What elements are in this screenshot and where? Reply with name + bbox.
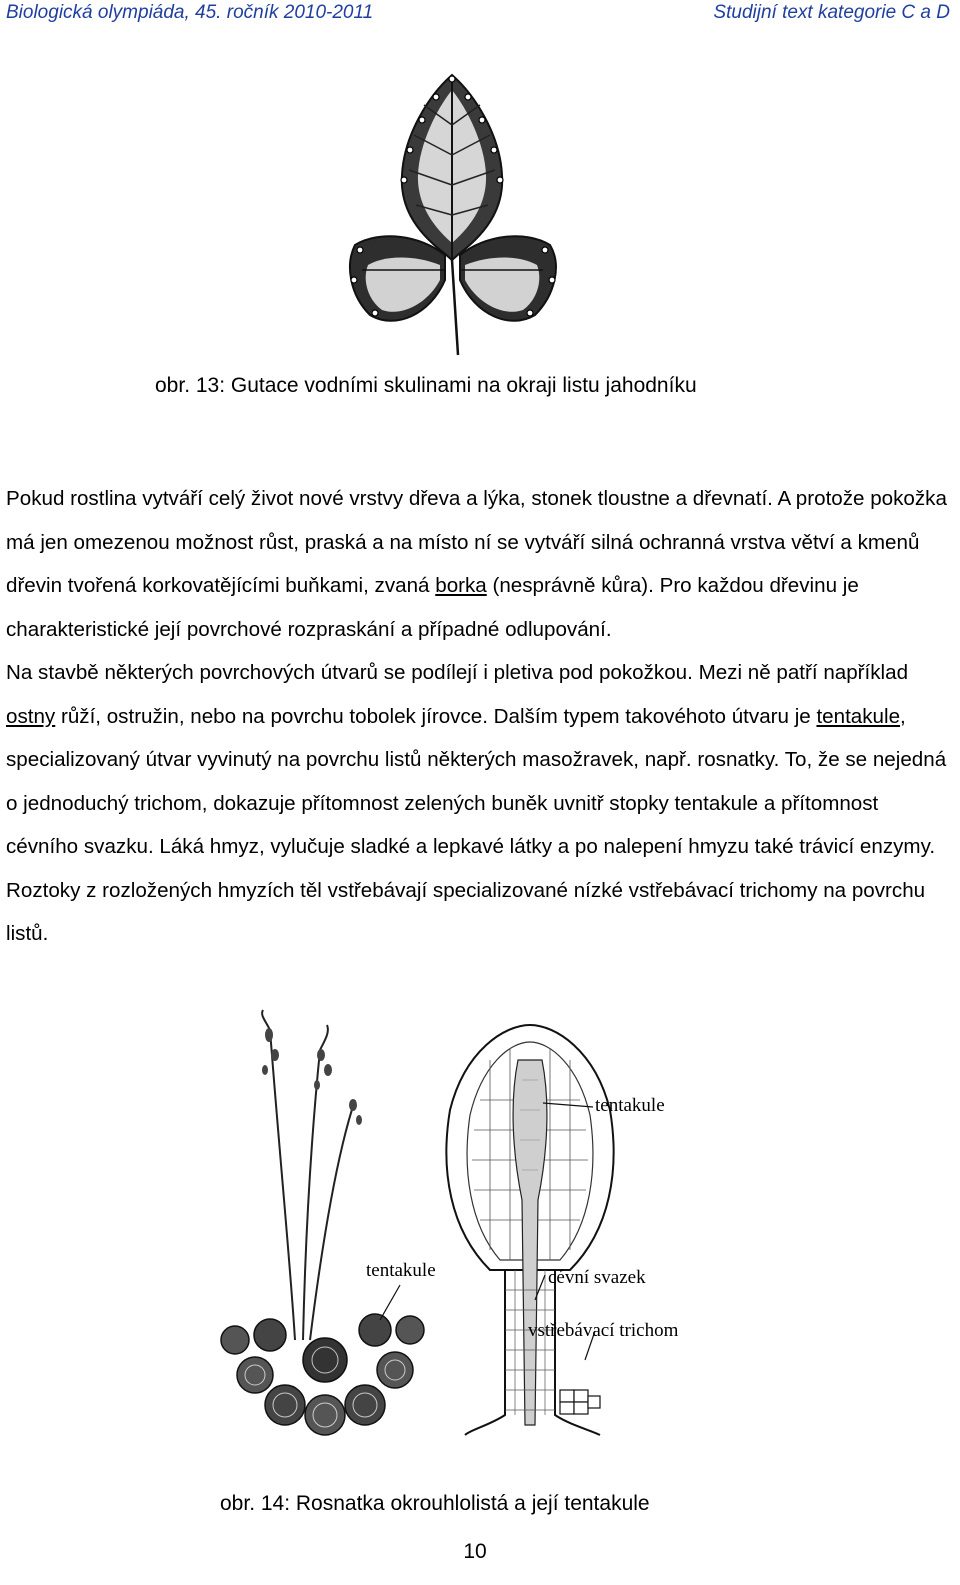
body-text	[6, 477, 952, 956]
label-lines-section	[535, 1095, 645, 1335]
figure14-caption: obr. 14: Rosnatka okrouhlolistá a její tentakule	[220, 1492, 650, 1515]
paragraph-2: Na stavbě některých povrchových útvarů se podílejí i pletiva pod pokožkou. Mezi ně patří například ostny růží, ostružin, nebo na povrchu tobolek jírovce. Dalším typem takovéhoto útvaru je tentakule, specializovaný útvar vyvinutý na povrchu listů některých masožravek, např. rosnatky. To, že se nejedná o jednoduchý trichom, dokazuje přítomnost zelených buněk uvnitř stopky tentakule a přítomnost cévního svazku. Láká hmyz, vylučuje sladké a lepkavé látky a po nalepení hmyzu také trávicí enzymy. Roztoky z rozložených hmyzích těl vstřebávají specializované nízké vstřebávací trichomy na povrchu listů.	[6, 661, 947, 945]
term-tentakule: tentakule	[816, 704, 901, 728]
figure13-caption: obr. 13: Gutace vodními skulinami na okraji listu jahodníku	[155, 374, 697, 397]
term-ostny: ostny	[6, 704, 56, 728]
petiole	[452, 260, 458, 355]
label-plant-tentakule: tentakule	[366, 1260, 436, 1281]
rosette-leaves	[221, 1314, 424, 1435]
label-absorbing-trichome: vstřebávací trichom	[528, 1320, 679, 1341]
sundew-plant-illustration	[225, 1010, 425, 1440]
label-section-tentakule: tentakule	[595, 1095, 665, 1116]
paragraph-1: Pokud rostlina vytváří celý život nové vrstvy dřeva a lýka, stonek tloustne a dřevnatí. A protože pokožka má jen omezenou možnost růst, praská a na místo ní se vytváří silná ochranná vrstva větví a kmenů dřevin tvořená korkovatějícími buňkami, zvaná borka (nesprávně kůra). Pro každou dřevinu je charakteristické její povrchové rozpraskání a případné odlupování.	[6, 487, 947, 641]
strawberry-leaf-illustration	[340, 65, 570, 365]
absorbing-trichome	[560, 1390, 600, 1414]
page-number: 10	[463, 1540, 487, 1563]
header-left-title: Biologická olympiáda, 45. ročník 2010-2011	[6, 2, 374, 23]
header-right-title: Studijní text kategorie C a D	[713, 2, 950, 23]
term-borka: borka	[435, 574, 487, 597]
label-vascular-bundle: cévní svazek	[548, 1267, 646, 1288]
